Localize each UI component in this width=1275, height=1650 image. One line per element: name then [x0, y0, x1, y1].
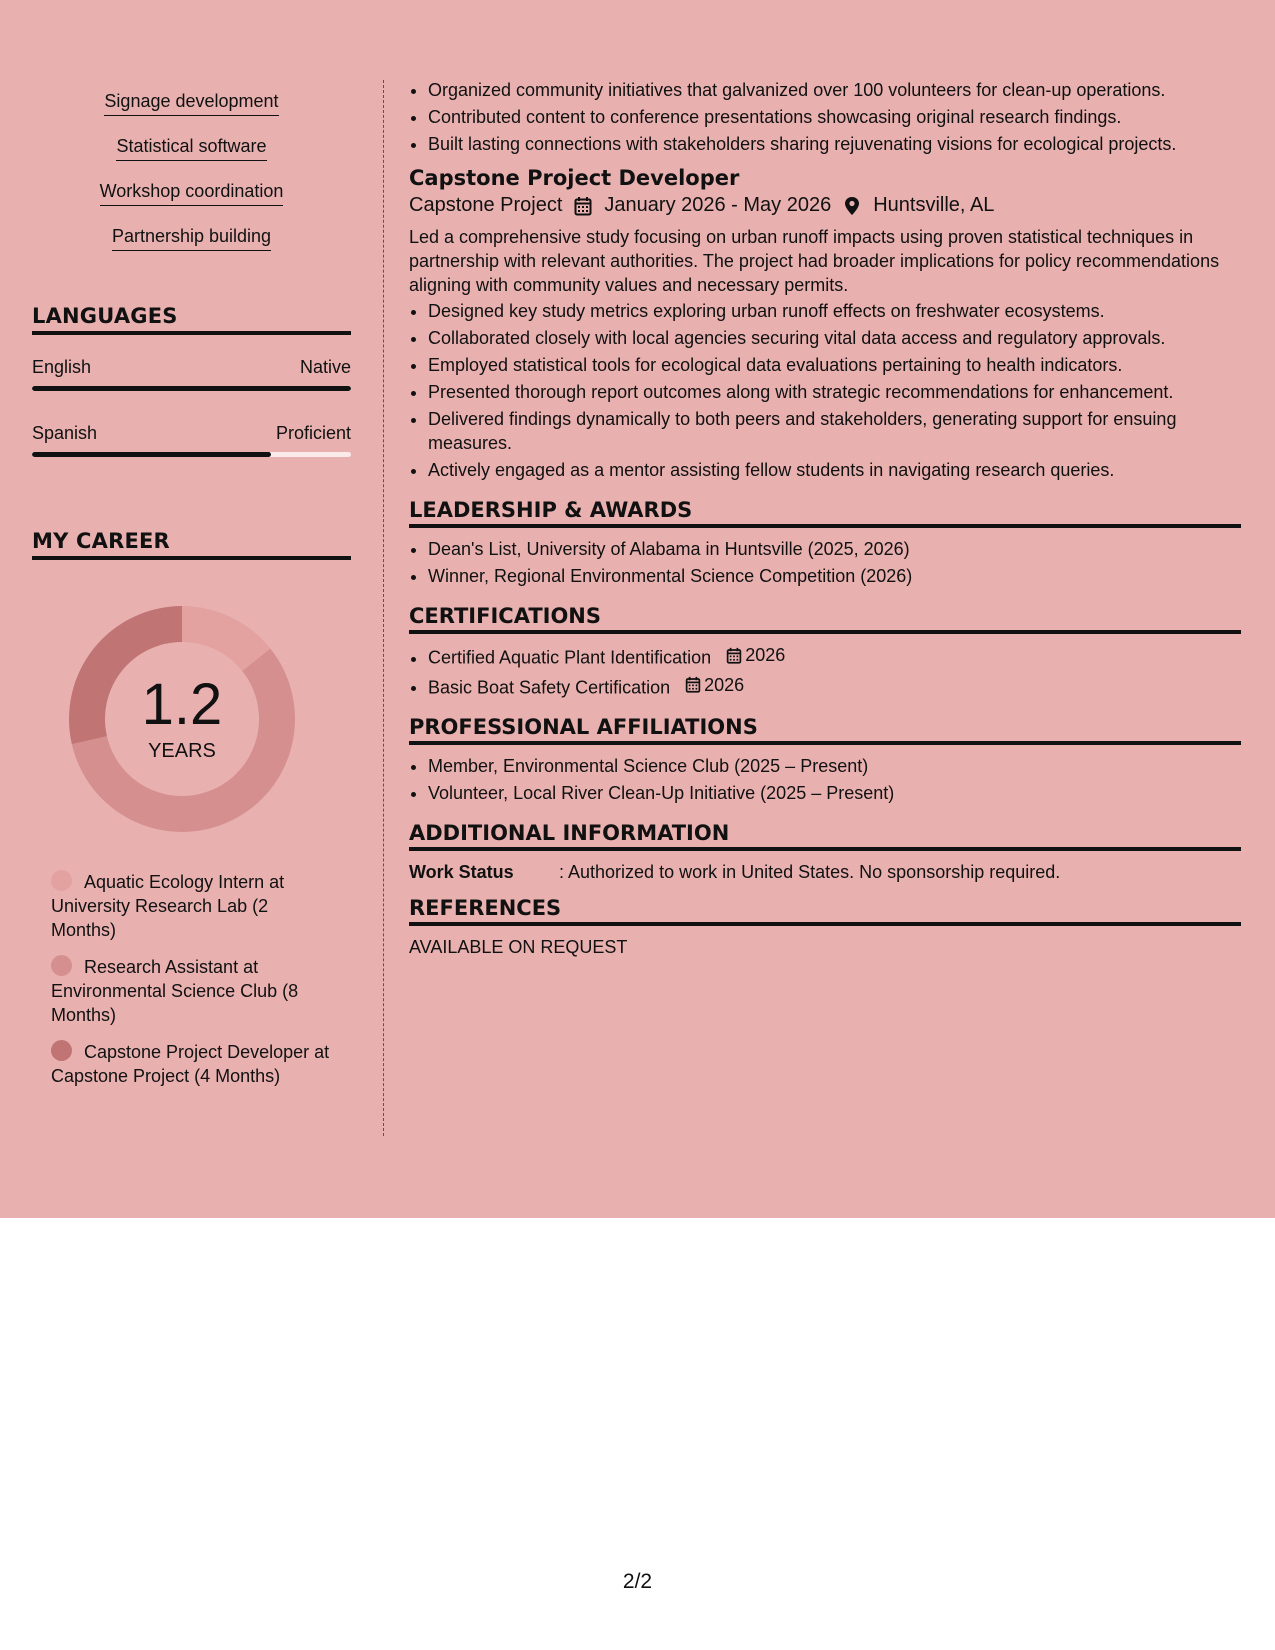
language-bar-fill	[32, 386, 351, 391]
language-level: Proficient	[275, 423, 351, 443]
career-legend	[51, 870, 331, 1088]
language-level: Native	[299, 357, 351, 377]
calendar-icon	[726, 647, 742, 664]
leadership-section	[409, 498, 1241, 588]
language-name: Spanish	[32, 423, 98, 443]
job-location: Huntsville, AL	[873, 194, 995, 216]
languages-title: LANGUAGES	[32, 304, 351, 335]
skill-item: Signage development	[104, 89, 278, 116]
job-company: Capstone Project	[409, 194, 563, 216]
leadership-title: LEADERSHIP & AWARDS	[409, 498, 1241, 528]
page-number: 2/2	[622, 1570, 653, 1593]
languages-section	[32, 304, 351, 457]
additional-info-title: ADDITIONAL INFORMATION	[409, 821, 1241, 851]
job-bullets	[409, 299, 1241, 482]
language-bar	[32, 386, 351, 391]
certification-item	[428, 673, 1241, 700]
skill-item: Partnership building	[112, 224, 271, 251]
left-column	[32, 80, 351, 1101]
career-section	[32, 529, 351, 1088]
job-dates: January 2026 - May 2026	[604, 194, 832, 216]
skill-item: Workshop coordination	[100, 179, 284, 206]
language-row	[32, 423, 351, 444]
bullet-item: • Designed key study metrics exploring urban runoff effects on freshwater ecosystems.	[428, 299, 1241, 323]
language-row	[32, 357, 351, 378]
certifications-title: CERTIFICATIONS	[409, 604, 1241, 634]
certification-year: 2026	[704, 674, 745, 695]
legend-label: Capstone Project Developer at Capstone Project (4 Months)	[51, 1042, 330, 1086]
affiliation-item: • Volunteer, Local River Clean-Up Initiative (2025 – Present)	[428, 781, 1241, 805]
career-total-unit: YEARS	[148, 739, 216, 762]
legend-dot	[51, 1040, 72, 1061]
job-title: Capstone Project Developer	[409, 166, 740, 190]
column-divider	[383, 80, 384, 1136]
language-bar-fill	[32, 452, 271, 457]
language-bar	[32, 452, 351, 457]
bullet-item: • Delivered findings dynamically to both peers and stakeholders, generating support for ensuing measures.	[428, 407, 1241, 455]
certification-name: Certified Aquatic Plant Identification	[428, 647, 712, 668]
certifications-section	[409, 604, 1241, 699]
references-section	[409, 896, 1241, 959]
references-text: AVAILABLE ON REQUEST	[409, 937, 628, 957]
affiliations-section	[409, 715, 1241, 805]
donut-center	[67, 604, 297, 834]
legend-dot	[51, 955, 72, 976]
award-item: • Dean's List, University of Alabama in Huntsville (2025, 2026)	[428, 537, 1241, 561]
bullet-item: • Collaborated closely with local agencies securing vital data access and regulatory approvals.	[428, 326, 1241, 350]
job-meta	[409, 194, 1241, 217]
certification-name: Basic Boat Safety Certification	[428, 677, 671, 697]
certification-item	[428, 643, 1241, 670]
job-description: Led a comprehensive study focusing on urban runoff impacts using proven statistical techniques in partnership with relevant authorities. The project had broader implications for policy recommendations aligning with community values and necessary permits.	[409, 227, 1220, 295]
bullet-item: • Employed statistical tools for ecological data evaluations pertaining to health indicators.	[428, 353, 1241, 377]
bullet-item: • Built lasting connections with stakeholders sharing rejuvenating visions for ecological projects.	[428, 132, 1241, 156]
work-status-value: : Authorized to work in United States. No sponsorship required.	[559, 862, 1061, 882]
location-pin-icon	[843, 196, 861, 216]
work-status-key: Work Status	[409, 862, 514, 882]
previous-job-bullets	[409, 78, 1241, 156]
career-total-value: 1.2	[141, 671, 223, 737]
job-entry	[409, 166, 1241, 482]
legend-label: Aquatic Ecology Intern at University Research Lab (2 Months)	[51, 872, 285, 940]
legend-dot	[51, 870, 72, 891]
work-status-row	[409, 860, 1241, 884]
bullet-item: • Presented thorough report outcomes along with strategic recommendations for enhancement.	[428, 380, 1241, 404]
award-item: • Winner, Regional Environmental Science Competition (2026)	[428, 564, 1241, 588]
affiliation-item: • Member, Environmental Science Club (2025 – Present)	[428, 754, 1241, 778]
legend-item	[51, 955, 331, 1027]
bullet-item: • Actively engaged as a mentor assisting fellow students in navigating research queries.	[428, 458, 1241, 482]
skill-item: Statistical software	[116, 134, 266, 161]
legend-item	[51, 870, 331, 942]
calendar-icon	[574, 196, 592, 216]
legend-label: Research Assistant at Environmental Science Club (8 Months)	[51, 957, 299, 1025]
language-name: English	[32, 357, 92, 377]
calendar-icon	[685, 676, 701, 693]
career-donut-chart	[67, 604, 297, 834]
references-title: REFERENCES	[409, 896, 1241, 926]
skills-list	[32, 80, 351, 260]
career-title: MY CAREER	[32, 529, 351, 560]
legend-item	[51, 1040, 331, 1088]
bullet-item: • Organized community initiatives that galvanized over 100 volunteers for clean-up operations.	[428, 78, 1241, 102]
certification-year: 2026	[745, 645, 786, 665]
affiliations-title: PROFESSIONAL AFFILIATIONS	[409, 715, 1241, 745]
additional-info-section	[409, 821, 1241, 884]
right-column	[409, 78, 1241, 959]
bullet-item: • Contributed content to conference presentations showcasing original research findings.	[428, 105, 1241, 129]
